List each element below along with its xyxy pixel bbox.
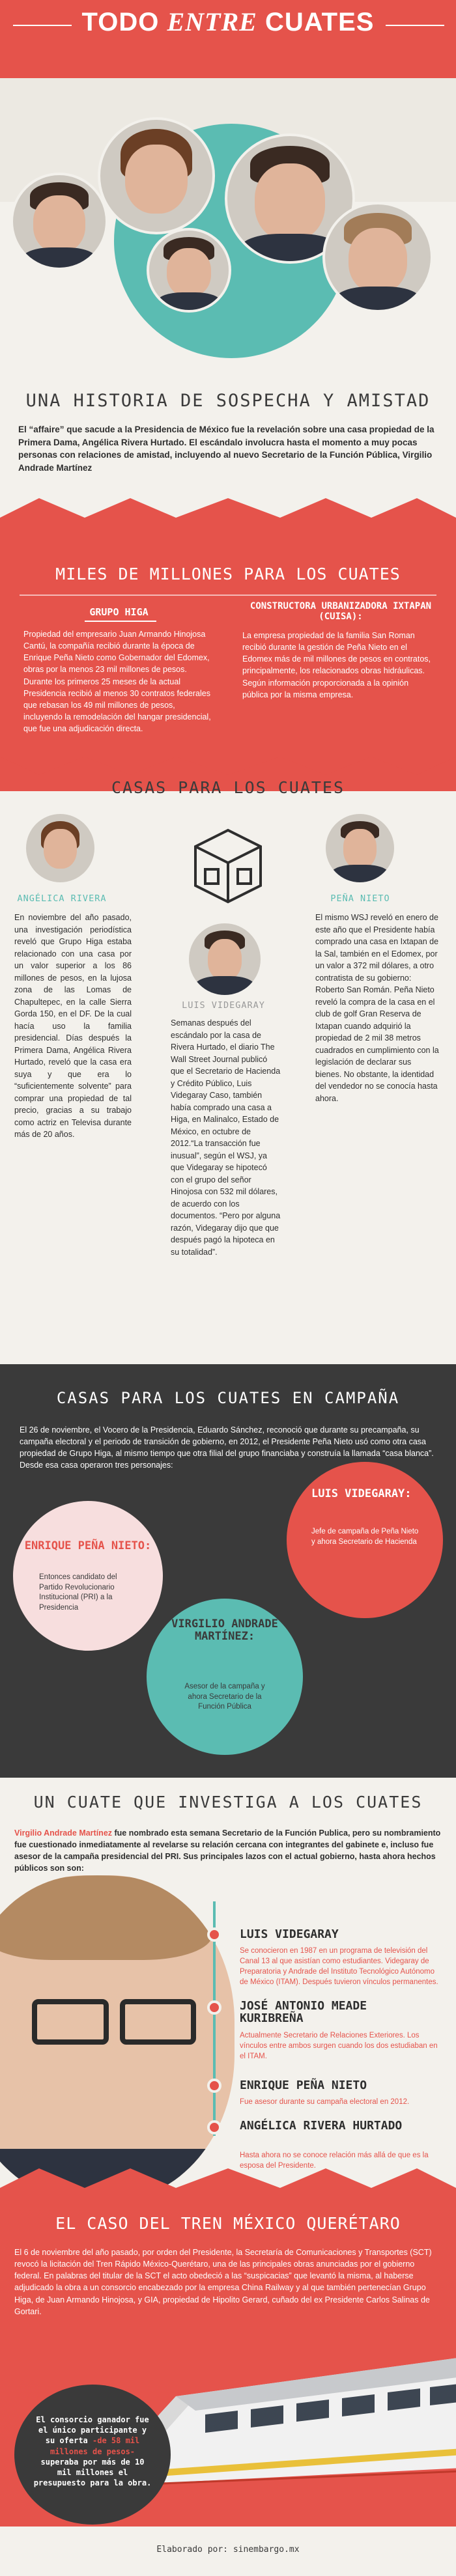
footer-credit: Elaborado por: sinembargo.mx bbox=[156, 2545, 300, 2555]
consortium-text-highlight: -de 58 mil millones de pesos- bbox=[50, 2436, 140, 2456]
link-desc-2: Actualmente Secretario de Relaciones Exteriores. Los vínculos entre ambos surgen cuando los dos estudiaban en el ITAM. bbox=[240, 2032, 438, 2061]
section-title-investiga: UN CUATE QUE INVESTIGA A LOS CUATES bbox=[33, 1793, 423, 1812]
intro-text: El “affaire” que sacude a la Presidencia de México fue la revelación sobre una casa propiedad de la Primera Dama, Angélica Rivera Hurtado. El escándalo involucra hasta el momento a muy pocas personas con relaciones de amistad, incluyendo al nuevo Secretario de la Función Pública, Virgilio Andrade Martínez bbox=[18, 425, 435, 473]
section-tren bbox=[0, 2188, 456, 2527]
footer bbox=[0, 2527, 456, 2576]
grupo-higa-heading: GRUPO HIGA bbox=[89, 606, 149, 618]
angelica-label: ANGÉLICA RIVERA bbox=[17, 893, 107, 904]
portrait-luis-small bbox=[189, 923, 261, 995]
bubble-enrique-text: Entonces candidato del Partido Revolucionario Institucional (PRI) a la Presidencia bbox=[39, 1573, 117, 1612]
portrait-virgilio-large bbox=[0, 1875, 235, 2201]
section-title-millones: MILES DE MILLONES PARA LOS CUATES bbox=[55, 565, 401, 583]
title-word-1: TODO bbox=[81, 8, 160, 36]
link-desc-1: Se conocieron en 1987 en un programa de televisión del Canal 13 al que asistían como estudiantes. Videgaray de Preparatoria y Andrade del Instituto Tecnológico Autónomo de México (ITAM). Después tuvieron vínculos permanentes. bbox=[240, 1947, 438, 1987]
pena-text: El mismo WSJ reveló en enero de este año que el Presidente había comprado una casa en Ixtapan de la Sal, también en el Edomex, por un valor a 372 mil dólares, a otro contratista de su gobierno: Roberto San Román. Peña Nieto reveló la compra de la casa en el club de golf Gran Reserva de Ixtapan cuando adquirió la propiedad de 2 mil 38 metros cuadrados en cumplimiento con la legislación de declarar sus bienes. No obstante, la identidad del vendedor no se conocía hasta ahora. bbox=[315, 913, 439, 1103]
bubble-luis-text: Jefe de campaña de Peña Nieto y ahora Secretario de Hacienda bbox=[311, 1528, 419, 1546]
luis-label: LUIS VIDEGARAY bbox=[182, 1000, 265, 1011]
cuisa-text: La empresa propiedad de la familia San Roman recibió durante la gestión de Peña Nieto en el Edomex más de mil millones de pesos en contratos, principalmente, los relacionados obras hidráulicas. Según información proporcionada a la opinión pública por la misma empresa. bbox=[242, 631, 431, 699]
section-title-campana: CASAS PARA LOS CUATES EN CAMPAÑA bbox=[56, 1389, 400, 1407]
investiga-text: fue nombrado esta semana Secretario de la Función Publica, pero su nombramiento fue cuestionado inmediatamente al revelarse su relación cercana con integrantes del gabinete e, incluso fue asesor de la campaña presidencial del PRI. Sus principales lazos con el actual gobierno, hasta ahora hechos públicos son son: bbox=[14, 1828, 441, 1873]
bubble-luis-heading: LUIS VIDEGARAY: bbox=[311, 1487, 412, 1500]
section-title-sospecha: UNA HISTORIA DE SOSPECHA Y AMISTAD bbox=[25, 391, 431, 411]
portrait-pena-small bbox=[326, 814, 394, 882]
house-icon bbox=[176, 811, 280, 915]
bubble-virgilio bbox=[147, 1599, 303, 1755]
link-desc-3: Fue asesor durante su campaña electoral en 2012. bbox=[240, 2098, 410, 2106]
portrait-pena-nieto bbox=[10, 173, 108, 270]
section-title-casas: CASAS PARA LOS CUATES bbox=[111, 778, 345, 797]
cuisa-heading: CONSTRUCTORA URBANIZADORA IXTAPAN (CUISA): bbox=[249, 601, 432, 622]
investiga-lead: Virgilio Andrade Martínez bbox=[14, 1828, 113, 1838]
consortium-text-a: El consorcio ganador fue el único participante y su oferta bbox=[36, 2415, 149, 2446]
bubble-virgilio-text: Asesor de la campaña y ahora Secretario de la Función Pública bbox=[184, 1683, 265, 1711]
bubble-enrique bbox=[13, 1501, 163, 1651]
timeline-dot-3 bbox=[207, 2079, 221, 2093]
investiga-paragraph bbox=[14, 1827, 442, 1875]
pena-label: PEÑA NIETO bbox=[330, 893, 390, 904]
tren-text: El 6 de noviembre del año pasado, por orden del Presidente, la Secretaría de Comunicaciones y Transportes (SCT) revocó la licitación del Tren Rápido México-Querétaro, una de las principales obras anunciadas por el gobierno federal. En palabras del titular de la SCT el acto obedeció a las “suspicacias” que levantó la misma, al haberse adjudicado la obra a un consorcio encabezado por la empresa China Railway y al que también pertenecían Grupo Higa, de Juan Armando Hinojosa, y GIA, propiedad de Hipolito Gerard, cuñado del ex Presidente Carlos Salinas de Gortari. bbox=[14, 2248, 432, 2316]
timeline-dot-2 bbox=[207, 2000, 221, 2015]
link-name-3: ENRIQUE PEÑA NIETO bbox=[240, 2079, 367, 2092]
zigzag-bottom-sec2 bbox=[0, 749, 456, 775]
bubble-enrique-heading: ENRIQUE PEÑA NIETO: bbox=[24, 1539, 152, 1552]
campana-text: El 26 de noviembre, el Vocero de la Presidencia, Eduardo Sánchez, reconoció que durante su precampaña, su campaña electoral y el periodo de transición de gobierno, en 2012, el Presidente Peña Nieto usó como otra casa propiedad de Grupo Higa, al mismo tiempo que otra filial del grupo financiaba y construía la llamada “casa blanca”. Desde esa casa operaron tres personajes: bbox=[20, 1425, 434, 1470]
consortium-circle bbox=[14, 2385, 171, 2525]
portrait-virgilio-andrade bbox=[322, 202, 433, 313]
title-word-2: ENTRE bbox=[167, 7, 257, 36]
consortium-text bbox=[33, 2415, 152, 2488]
link-desc-4: Hasta ahora no se conoce relación más allá de que es la esposa del Presidente. bbox=[240, 2151, 429, 2170]
grupo-higa-text: Propiedad del empresario Juan Armando Hinojosa Cantú, la compañía recibió durante la época de Enrique Peña Nieto como Gobernador del Edomex, obras por la menos 23 mil millones de pesos. Durante los primeros 25 meses de la actual Presidencia recibió al menos 30 contratos federales que rebasan los 49 mil millones de pesos, incluyendo la remodelación del hangar presidencial, que fue una adjudicación directa. bbox=[23, 630, 211, 733]
title-word-3: CUATES bbox=[264, 8, 375, 36]
grupo-higa-underline bbox=[85, 621, 156, 622]
link-name-1: LUIS VIDEGARAY bbox=[240, 1927, 339, 1941]
timeline-dot-1 bbox=[207, 1927, 221, 1942]
intro-paragraph bbox=[18, 423, 438, 474]
consortium-text-c: superaba por más de 10 mil millones el presupuesto para la obra. bbox=[33, 2457, 152, 2488]
section-campana bbox=[0, 1364, 456, 1778]
timeline-dot-4 bbox=[207, 2120, 221, 2135]
link-name-4: ANGÉLICA RIVERA HURTADO bbox=[240, 2119, 403, 2133]
bubble-virgilio-heading: VIRGILIO ANDRADE MARTÍNEZ: bbox=[171, 1617, 278, 1643]
bubble-luis bbox=[287, 1462, 443, 1618]
luis-text: Semanas después del escándalo por la casa de Rivera Hurtado, el diario The Wall Street Journal publicó que el Secretario de Hacienda y Crédito Público, Luis Videgaray Caso, también había comprado una casa a Higa, en Malinalco, Estado de México, en octubre de 2012.“La transacción fue inusual”, según el WSJ, ya que Videgaray se hipotecó con el grupo del señor Hinojosa con 532 mil dólares, de acuerdo con los documentos. “Pero por alguna razón, Videgaray dijo que que después pagó la hipoteca en su totalidad”. bbox=[171, 1018, 281, 1257]
page-title bbox=[0, 7, 456, 37]
portrait-person-4 bbox=[147, 228, 231, 313]
portrait-angelica-rivera bbox=[98, 117, 215, 234]
section-title-tren: EL CASO DEL TREN MÉXICO QUERÉTARO bbox=[55, 2214, 401, 2233]
angelica-text: En noviembre del año pasado, una investigación periodística reveló que Grupo Higa estaba relacionado con una casa por un valor superior a los 86 millones de pesos, en la lujosa zona de las Lomas de Chapultepec, en la calle Sierra Gorda 150, en el DF. De la cual hacía uso la familia presidencial. Días después la Primera Dama, Angélica Rivera Hurtado, reveló que la casa era suya y que era lo “suficientemente solvente” para comprar una propiedad de tal precio, gracias a su trabajo como actriz en Televisa durante más de 20 años. bbox=[14, 913, 132, 1139]
portrait-angelica-small bbox=[26, 814, 94, 882]
link-name-2: JOSÉ ANTONIO MEADE KURIBREÑA bbox=[240, 1999, 367, 2025]
divider bbox=[20, 595, 436, 596]
